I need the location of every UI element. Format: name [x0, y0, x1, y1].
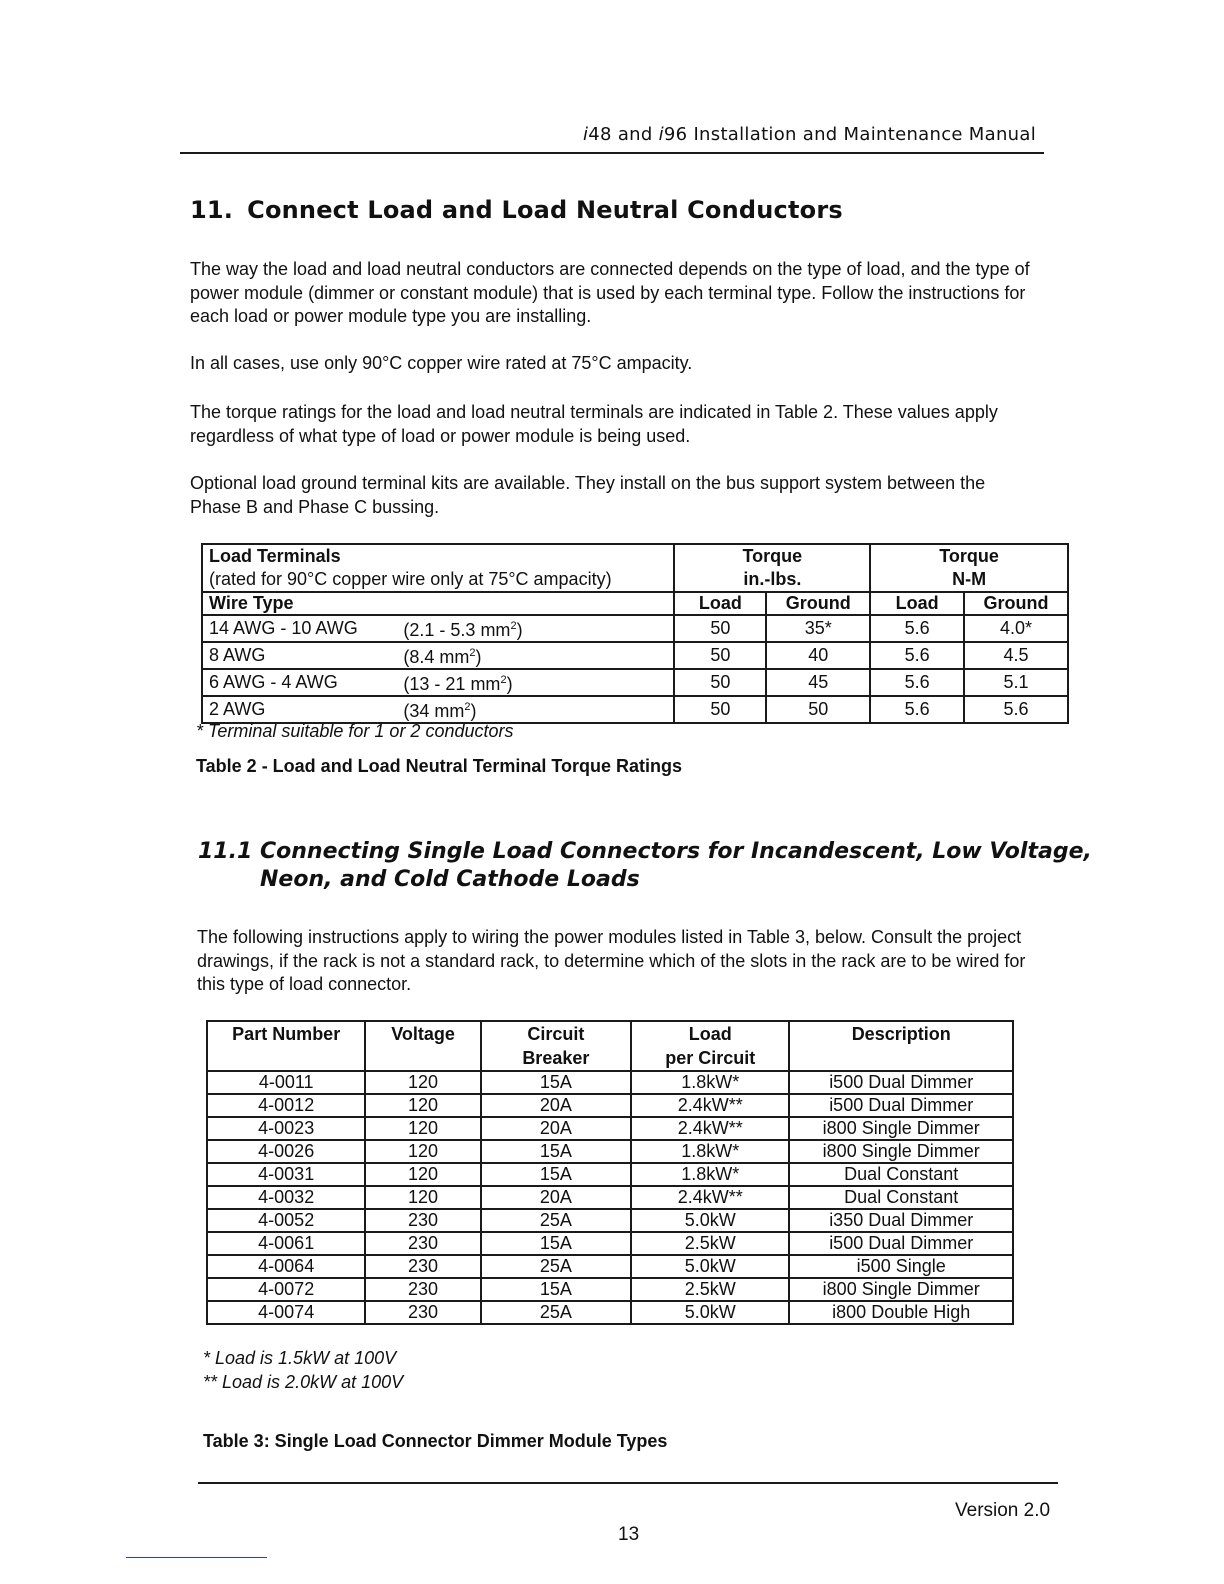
table-row [207, 1094, 1013, 1117]
part-number: 4-0031 [207, 1163, 365, 1186]
description: Dual Constant [789, 1163, 1013, 1186]
description: i500 Dual Dimmer [789, 1094, 1013, 1117]
wire-awg: 14 AWG - 10 AWG [202, 615, 397, 642]
voltage: 120 [365, 1163, 480, 1186]
table-header-row [202, 544, 1068, 592]
header-note: (rated for 90°C copper wire only at 75°C ampacity) [209, 569, 612, 589]
running-header-text: 96 Installation and Maintenance Manual [663, 124, 1036, 145]
load-inlbs: 50 [674, 696, 766, 723]
breaker: 25A [481, 1301, 631, 1324]
load-terminals-header [202, 544, 674, 592]
part-number-header: Part Number [207, 1021, 365, 1071]
load: 5.0kW [631, 1255, 789, 1278]
table-row [207, 1232, 1013, 1255]
voltage-header: Voltage [365, 1021, 480, 1071]
load: 2.4kW** [631, 1186, 789, 1209]
description: i800 Double High [789, 1301, 1013, 1324]
table-row [207, 1209, 1013, 1232]
load-inlbs: 50 [674, 669, 766, 696]
table3-footnote-1: * Load is 1.5kW at 100V [203, 1348, 397, 1368]
paragraph-table3-intro: The following instructions apply to wiring the power modules listed in Table 3, below. Consult the project drawings, if the rack is not a standard rack, to determine which of the slots in the rack are to be wired for this type of load connector. [197, 927, 1026, 994]
paren: ) [506, 674, 513, 694]
breaker: 20A [481, 1186, 631, 1209]
ground-nm: 4.5 [964, 642, 1068, 669]
voltage: 120 [365, 1094, 480, 1117]
part-number: 4-0052 [207, 1209, 365, 1232]
load: 5.0kW [631, 1209, 789, 1232]
wire-type-header: Wire Type [202, 592, 674, 615]
paragraph-intro: The way the load and load neutral conductors are connected depends on the type of load, and the type of power module (dimmer or constant module) that is used by each terminal type. Follow the instructions for each load or power module type you are installing. [190, 259, 1030, 326]
footer-rule [198, 1482, 1058, 1484]
subsection-title: Connecting Single Load Connectors for Incandescent, Low Voltage, [260, 839, 1092, 864]
breaker: 25A [481, 1209, 631, 1232]
ground-nm: 5.6 [964, 696, 1068, 723]
breaker: 15A [481, 1278, 631, 1301]
superscript: 2 [500, 674, 507, 686]
part-number: 4-0026 [207, 1140, 365, 1163]
version-label: Version 2.0 [955, 1500, 1051, 1521]
header-cell: in.-lbs. [743, 569, 802, 589]
superscript: 2 [464, 701, 471, 713]
load: 5.0kW [631, 1301, 789, 1324]
wire-awg: 6 AWG - 4 AWG [202, 669, 397, 696]
table2-caption: Table 2 - Load and Load Neutral Terminal Torque Ratings [196, 756, 683, 776]
table-header-row [207, 1021, 1013, 1071]
description: i800 Single Dimmer [789, 1278, 1013, 1301]
load-per-circuit-header [631, 1021, 789, 1071]
part-number: 4-0011 [207, 1071, 365, 1094]
paren: ) [475, 647, 482, 667]
paren: ) [470, 701, 477, 721]
table-row [207, 1071, 1013, 1094]
table-row [202, 642, 1068, 669]
ground-header: Ground [766, 592, 870, 615]
subsection-title-line2: Neon, and Cold Cathode Loads [260, 867, 640, 892]
breaker: 20A [481, 1094, 631, 1117]
running-header [180, 124, 1036, 145]
subsection-heading [198, 838, 1092, 894]
table-row [207, 1278, 1013, 1301]
load: 2.5kW [631, 1232, 789, 1255]
wire-awg: 2 AWG [202, 696, 397, 723]
footnote-separator-line [126, 1557, 267, 1558]
voltage: 230 [365, 1209, 480, 1232]
description: i800 Single Dimmer [789, 1117, 1013, 1140]
load: 2.5kW [631, 1278, 789, 1301]
italic-i: i [582, 124, 589, 145]
ground-inlbs: 35* [766, 615, 870, 642]
wire-mm [397, 615, 674, 642]
section-title: Connect Load and Load Neutral Conductors [247, 196, 843, 224]
header-line: Breaker [522, 1048, 590, 1068]
italic-i: i [658, 124, 664, 145]
superscript: 2 [469, 647, 476, 659]
table-row [207, 1301, 1013, 1324]
table3-footnote-2: ** Load is 2.0kW at 100V [203, 1372, 404, 1392]
table-row [207, 1117, 1013, 1140]
description: Dual Constant [789, 1186, 1013, 1209]
voltage: 120 [365, 1140, 480, 1163]
breaker: 25A [481, 1255, 631, 1278]
voltage: 230 [365, 1255, 480, 1278]
wire-mm [397, 669, 674, 696]
load-header: Load [674, 592, 766, 615]
load-inlbs: 50 [674, 642, 766, 669]
wire-mm [397, 642, 674, 669]
voltage: 120 [365, 1186, 480, 1209]
subsection-heading-line1 [198, 838, 1092, 866]
breaker: 15A [481, 1163, 631, 1186]
table-row [202, 615, 1068, 642]
mm-value: (8.4 mm [403, 647, 470, 667]
load-nm: 5.6 [870, 615, 964, 642]
table-row [207, 1140, 1013, 1163]
ground-nm: 5.1 [964, 669, 1068, 696]
voltage: 120 [365, 1071, 480, 1094]
description: i350 Dual Dimmer [789, 1209, 1013, 1232]
table3-caption: Table 3: Single Load Connector Dimmer Module Types [203, 1431, 668, 1451]
description: i500 Dual Dimmer [789, 1232, 1013, 1255]
load-nm: 5.6 [870, 642, 964, 669]
part-number: 4-0012 [207, 1094, 365, 1117]
table-row [207, 1255, 1013, 1278]
header-line: Load [688, 1024, 732, 1044]
torque-nm-header [870, 544, 1068, 592]
load-nm: 5.6 [870, 696, 964, 723]
description: i500 Single [789, 1255, 1013, 1278]
table-row [202, 696, 1068, 723]
load: 2.4kW** [631, 1117, 789, 1140]
part-number: 4-0061 [207, 1232, 365, 1255]
paren: ) [516, 620, 523, 640]
circuit-breaker-header [481, 1021, 631, 1071]
torque-ratings-table [201, 543, 1069, 724]
load-nm: 5.6 [870, 669, 964, 696]
table-row [207, 1186, 1013, 1209]
description: i800 Single Dimmer [789, 1140, 1013, 1163]
voltage: 120 [365, 1117, 480, 1140]
part-number: 4-0032 [207, 1186, 365, 1209]
subsection-number: 11.1 [198, 839, 253, 864]
section-number: 11. [190, 196, 234, 224]
mm-value: (34 mm [403, 701, 465, 721]
load: 1.8kW* [631, 1140, 789, 1163]
description-header: Description [789, 1021, 1013, 1071]
header-cell: Load Terminals [209, 546, 341, 566]
paragraph-torque: The torque ratings for the load and load neutral terminals are indicated in Table 2. These values apply regardless of what type of load or power module is being used. [190, 402, 998, 446]
part-number: 4-0072 [207, 1278, 365, 1301]
breaker: 15A [481, 1140, 631, 1163]
wire-mm [397, 696, 674, 723]
header-line: per Circuit [665, 1048, 756, 1068]
header-rule [180, 152, 1044, 154]
table-row [202, 669, 1068, 696]
page-number: 13 [618, 1524, 640, 1545]
part-number: 4-0074 [207, 1301, 365, 1324]
ground-inlbs: 50 [766, 696, 870, 723]
mm-value: (13 - 21 mm [403, 674, 501, 694]
ground-header: Ground [964, 592, 1068, 615]
running-header-text: 48 and [588, 124, 659, 145]
dimmer-module-table [206, 1020, 1014, 1325]
table-subheader-row [202, 592, 1068, 615]
table-row [207, 1163, 1013, 1186]
load-inlbs: 50 [674, 615, 766, 642]
section-heading [190, 196, 843, 224]
ground-nm: 4.0* [964, 615, 1068, 642]
breaker: 20A [481, 1117, 631, 1140]
mm-value: (2.1 - 5.3 mm [403, 620, 511, 640]
breaker: 15A [481, 1071, 631, 1094]
table2-footnote: * Terminal suitable for 1 or 2 conductors [196, 721, 514, 741]
header-line: Circuit [527, 1024, 585, 1044]
voltage: 230 [365, 1232, 480, 1255]
wire-awg: 8 AWG [202, 642, 397, 669]
load-header: Load [870, 592, 964, 615]
load: 2.4kW** [631, 1094, 789, 1117]
ground-inlbs: 40 [766, 642, 870, 669]
breaker: 15A [481, 1232, 631, 1255]
superscript: 2 [510, 620, 517, 632]
header-cell: N-M [952, 569, 987, 589]
part-number: 4-0064 [207, 1255, 365, 1278]
voltage: 230 [365, 1278, 480, 1301]
paragraph-ground-kits: Optional load ground terminal kits are available. They install on the bus support system between the Phase B and Phase C bussing. [190, 473, 986, 517]
load: 1.8kW* [631, 1071, 789, 1094]
torque-inlbs-header [674, 544, 870, 592]
header-cell: Torque [742, 546, 803, 566]
description: i500 Dual Dimmer [789, 1071, 1013, 1094]
paragraph-wire: In all cases, use only 90°C copper wire rated at 75°C ampacity. [190, 353, 693, 373]
header-cell: Torque [939, 546, 999, 566]
part-number: 4-0023 [207, 1117, 365, 1140]
load: 1.8kW* [631, 1163, 789, 1186]
voltage: 230 [365, 1301, 480, 1324]
ground-inlbs: 45 [766, 669, 870, 696]
